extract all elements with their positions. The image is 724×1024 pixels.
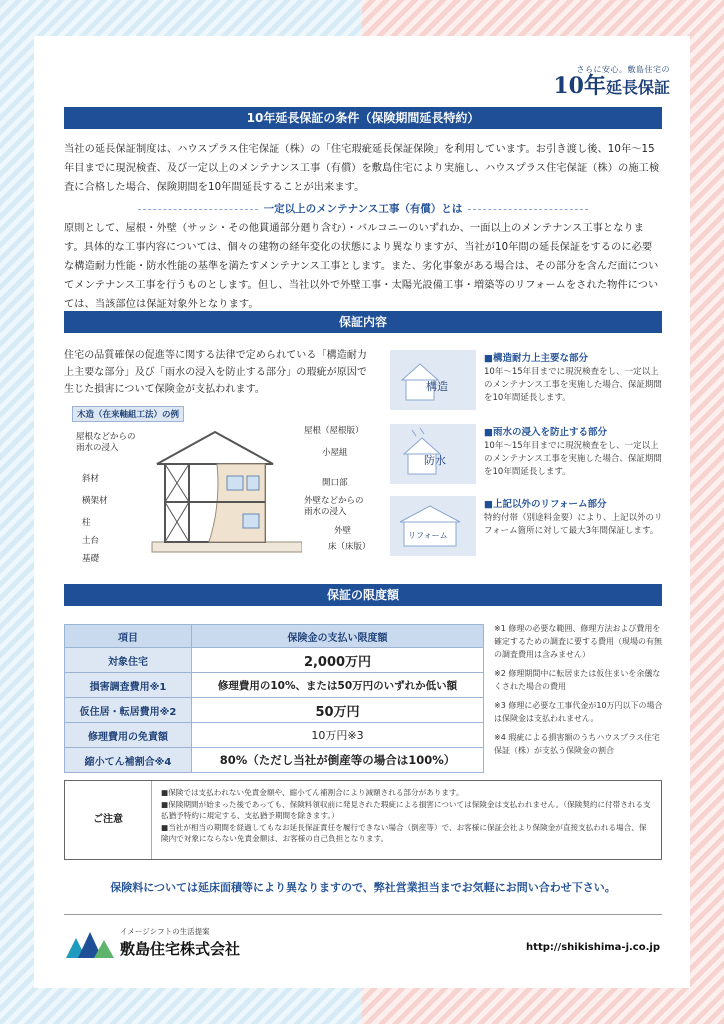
brand-title-num: 10年 [553, 73, 606, 99]
row-value: 10万円※3 [192, 723, 484, 748]
document-page [34, 36, 690, 988]
limit-notes [494, 622, 666, 757]
feature-reform-title: ■上記以外のリフォーム部分 [484, 499, 607, 510]
row-key: 仮住居・転居費用※2 [65, 698, 192, 723]
row-value: 50万円 [192, 698, 484, 723]
house-illustration [147, 424, 302, 554]
reform-icon-text: リフォーム [408, 531, 448, 540]
section-title-coverage: 保証内容 [64, 311, 662, 333]
company-name: 敷島住宅株式会社 [120, 940, 241, 958]
col-amount-header: 保険金の支払い限度額 [192, 625, 484, 648]
structure-icon [390, 350, 476, 410]
label-rain-wall: 外壁などからの 雨水の浸入 [304, 496, 364, 517]
row-key: 損害調査費用※1 [65, 673, 192, 698]
note-3: ※3 修理に必要な工事代金が10万円以下の場合は保険金は支払われません。 [494, 701, 663, 723]
coverage-intro: 住宅の品質確保の促進等に関する法律で定められている「構造耐力上主要な部分」及び「雨水の浸入を防止する部分」の瑕疵が原因で生じた損害について保険金が支払われます。 [64, 350, 367, 395]
note-1: ※1 修理の必要な範囲、修理方法および費用を確定するための調査に要する費用（現場の有無の調査費用は含みません） [494, 624, 662, 659]
label-wall: 外壁 [334, 526, 352, 536]
row-key: 修理費用の免責額 [65, 723, 192, 748]
label-truss: 小屋組 [322, 448, 348, 458]
maintenance-subhead-text: 一定以上のメンテナンス工事（有償）とは [263, 203, 463, 215]
waterproof-icon [390, 424, 476, 484]
reform-icon [390, 496, 476, 556]
label-floor: 床（床版） [328, 542, 371, 552]
brand-tagline: さらに安心。敷島住宅の [576, 65, 670, 74]
footer-message: 保険料については延床面積等により異なりますので、弊社営業担当までお気軽にお問い合わせ下さい。 [110, 881, 616, 894]
label-diagonal: 斜材 [82, 474, 100, 484]
feature-structure-title: ■構造耐力上主要な部分 [484, 353, 588, 364]
table-row [65, 648, 484, 673]
section-title-limit: 保証の限度額 [64, 584, 662, 606]
label-opening: 開口部 [322, 478, 348, 488]
table-header-row [65, 625, 484, 648]
label-column: 柱 [82, 518, 91, 528]
caution-item: ■当社が相当の期間を経過してもなお延長保証責任を履行できない場合（倒産等）で、お客様に保証会社より保険金が直接支払われる場合、保険内で対象にならない免責金額は、お客様の自己負担となります。 [161, 822, 647, 843]
company-url[interactable]: http://shikishima-j.co.jp [526, 942, 660, 953]
row-value: 2,000万円 [192, 648, 484, 673]
note-2: ※2 修理期間中に転居または仮住まいを余儀なくされた場合の費用 [494, 669, 661, 691]
limit-table [64, 624, 484, 773]
brand-mark [553, 64, 670, 99]
label-beam: 横架材 [82, 496, 108, 506]
label-rain-roof: 屋根などからの 雨水の浸入 [76, 432, 136, 453]
footer-divider [64, 914, 662, 915]
table-row [65, 673, 484, 698]
table-row [65, 748, 484, 773]
structure-icon-text: 構造 [426, 380, 448, 393]
section-title-conditions: 10年延長保証の条件（保険期間延長特約） [64, 107, 662, 129]
caution-items [161, 787, 653, 845]
caution-box [64, 780, 662, 860]
table-row [65, 698, 484, 723]
diagram-label: 木造（在来軸組工法）の例 [72, 406, 184, 422]
feature-reform-text: 特約付帯（別途料金要）により、上記以外のリフォーム箇所に対して最大3年間保証します。 [484, 513, 663, 536]
waterproof-icon-text: 防水 [424, 454, 446, 467]
row-key: 対象住宅 [65, 648, 192, 673]
feature-waterproof-title: ■雨水の浸入を防止する部分 [484, 427, 607, 438]
table-row [65, 723, 484, 748]
label-foundation: 基礎 [82, 554, 100, 564]
row-value: 修理費用の10%、または50万円のいずれか低い額 [192, 673, 484, 698]
conditions-body: 当社の延長保証制度は、ハウスプラス住宅保証（株）の「住宅瑕疵延長保証保険」を利用しています。お引き渡し後、10年～15年目までに現況検査、及び一定以上のメンテナンス工事（有償）を敷島住宅により実施し、ハウスプラス住宅保証（株）の施工検査に合格した場合、保険期間を10年間延長することが出来ます。 [64, 144, 660, 193]
caution-item: ■保険期間が始まった後であっても、保険料領収前に発見された瑕疵による損害については保険金は支払われません。（保険契約に付帯される支払猶予特約に規定する、支払猶予期間を除きます。） [161, 799, 651, 820]
feature-structure-text: 10年～15年目までに現況検査をし、一定以上のメンテナンス工事を実施した場合、保証期間を10年間延長します。 [484, 367, 662, 403]
company-logo-icon [64, 930, 116, 960]
label-sill: 土台 [82, 536, 100, 546]
brand-title-text: 延長保証 [605, 78, 670, 97]
house-diagram [72, 406, 372, 564]
maintenance-subhead [64, 201, 662, 216]
maintenance-body: 原則として、屋根・外壁（サッシ・その他貫通部分廻り含む）・バルコニーのいずれか、一面以上のメンテナンス工事となります。具体的な工事内容については、個々の建物の経年変化の状態により異なりますが、当社が10年間の延長保証をするのに必要な構造耐力性能・防水性能の基準を満たすメンテナンス工事とします。また、劣化事象がある場合は、その部分を含んだ面についてメンテナンス工事を行うものとします。但し、当社以外で外壁工事・太陽光設備工事・増築等のリフォームをされた物件については、当該部位は保証対象外となります。 [64, 223, 659, 310]
note-4: ※4 瑕疵による損害額のうちハウスプラス住宅保証（株）が支払う保険金の割合 [494, 733, 660, 755]
feature-waterproof-text: 10年～15年目までに現況検査をし、一定以上のメンテナンス工事を実施した場合、保証期間を10年間延長します。 [484, 441, 662, 477]
row-key: 縮小てん補割合※4 [65, 748, 192, 773]
company-tagline: イメージシフトの生活提案 [120, 927, 210, 936]
col-item-header: 項目 [65, 625, 192, 648]
row-value: 80%（ただし当社が倒産等の場合は100%） [192, 748, 484, 773]
company-logo [64, 926, 324, 966]
label-roof: 屋根（屋根版） [304, 426, 364, 436]
caution-item: ■保険では支払われない免責金額や、縮小てん補割合により減額される部分があります。 [161, 788, 464, 797]
caution-label: ご注意 [65, 781, 152, 859]
